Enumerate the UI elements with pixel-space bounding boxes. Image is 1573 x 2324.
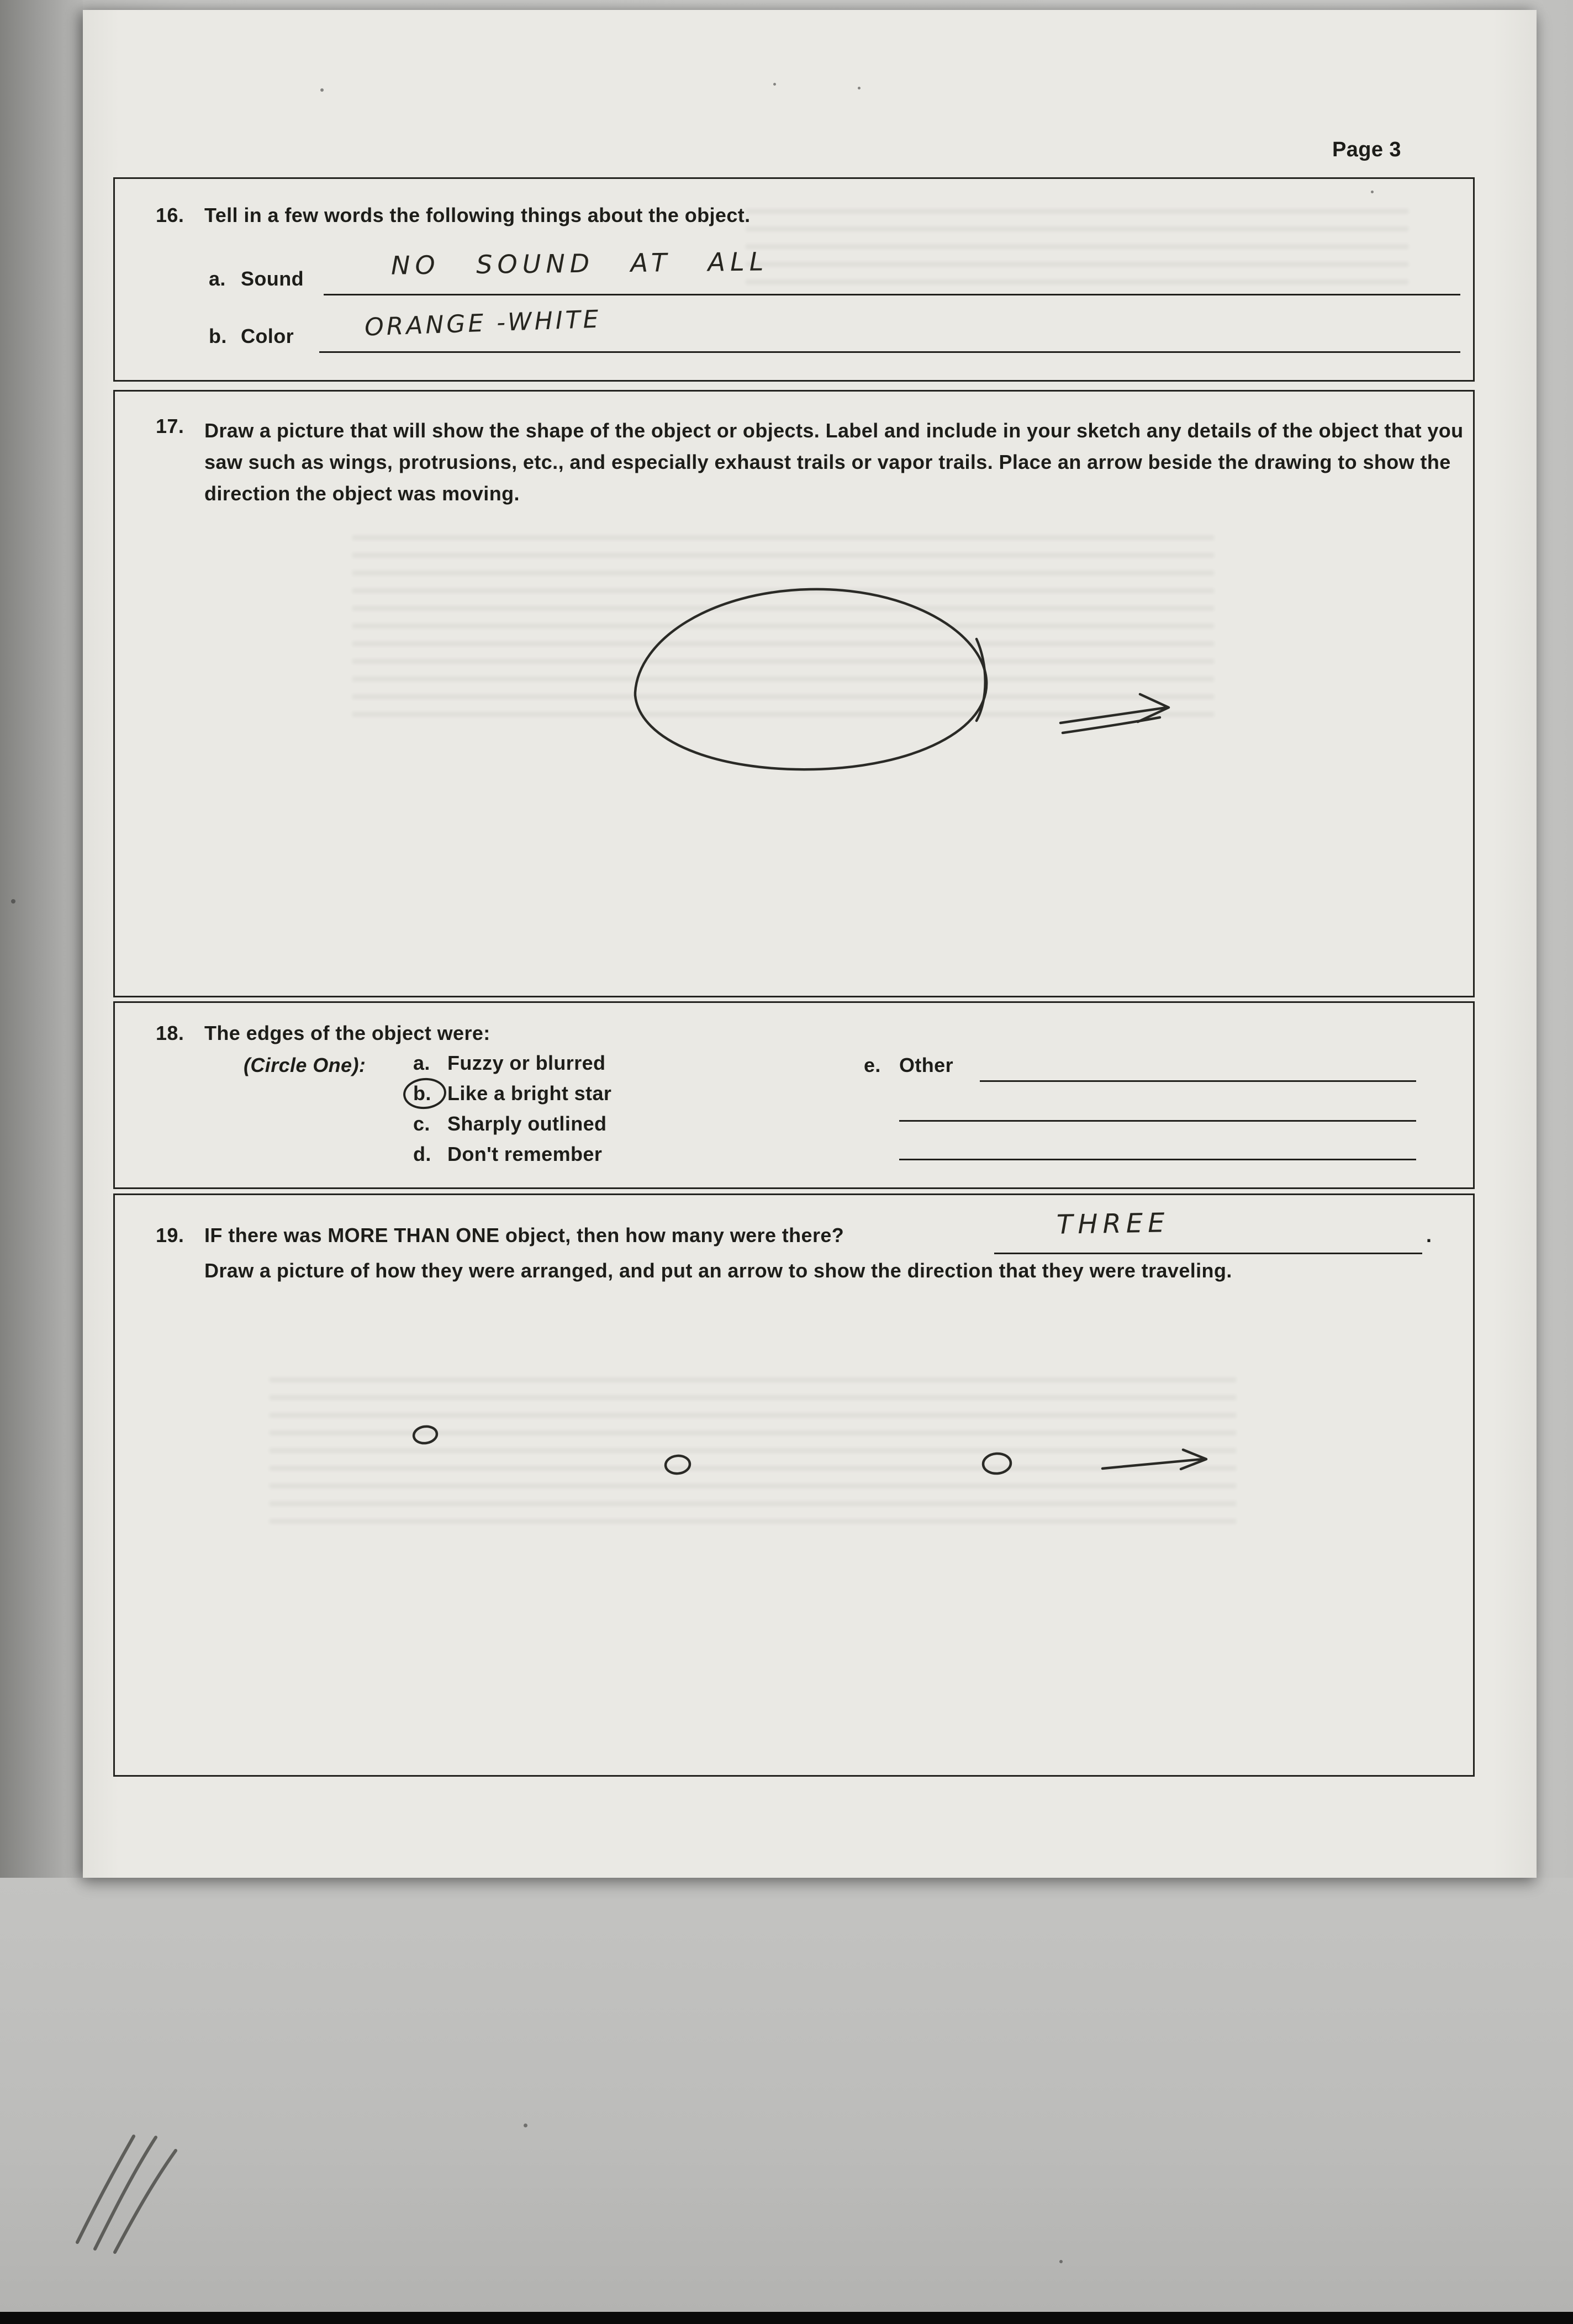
sketch-ellipse: [635, 589, 986, 769]
question-text: Tell in a few words the following things about the object.: [204, 204, 751, 226]
question-text: IF there was MORE THAN ONE object, then how many were there?: [204, 1224, 844, 1246]
scan-speck: [773, 83, 776, 86]
option-d-letter: d.: [413, 1143, 431, 1165]
scan-speck: [858, 87, 861, 89]
direction-arrow-sketch: [1060, 694, 1169, 733]
other-answer-line: [980, 1080, 1416, 1082]
question-16: [156, 204, 751, 227]
other-answer-line: [899, 1159, 1416, 1160]
option-c: [413, 1112, 611, 1143]
form-page: [83, 10, 1537, 1878]
sound-field-label: Sound: [241, 267, 304, 290]
option-d-text: Don't remember: [447, 1143, 603, 1165]
question-19-section: [113, 1193, 1475, 1777]
scan-artifact-scribble: [61, 2104, 237, 2270]
sketch-ellipse-stray-line: [976, 639, 985, 721]
option-d: [413, 1143, 611, 1173]
option-c-text: Sharply outlined: [447, 1112, 607, 1135]
color-field-label: Color: [241, 325, 294, 347]
question-text: The edges of the object were:: [204, 1022, 490, 1044]
question-18: [156, 1022, 490, 1045]
object-circle-2: [665, 1455, 691, 1475]
option-a-text: Fuzzy or blurred: [447, 1052, 606, 1074]
scan-speck: [1059, 2260, 1063, 2263]
question-19-instruction: Draw a picture of how they were arranged, and put an arrow to show the direction that they were traveling.: [204, 1259, 1232, 1282]
color-answer-handwriting: ORANGE -WHITE: [364, 305, 602, 342]
question-number: 17.: [156, 415, 184, 437]
question-16-section: [113, 177, 1475, 382]
question-17-section: [113, 390, 1475, 997]
object-circle-1: [413, 1425, 438, 1445]
other-option-label: Other: [899, 1054, 954, 1076]
sentence-period: .: [1426, 1224, 1432, 1246]
scan-edge-black-strip: [0, 2312, 1573, 2324]
count-answer-handwriting: THREE: [1056, 1207, 1170, 1240]
question-number: 18.: [156, 1022, 184, 1044]
scan-speck: [320, 88, 324, 92]
option-e-letter: e.: [864, 1054, 881, 1076]
question-18-section: [113, 1001, 1475, 1189]
sub-item-a-letter: a.: [209, 267, 226, 290]
objects-arrangement-sketch: [115, 1195, 1476, 1777]
circle-one-instruction: (Circle One):: [244, 1054, 366, 1076]
question-text: Draw a picture that will show the shape of the object or objects. Label and include in your sketch any details of the object that you saw such as wings, protrusions, etc., and especially exhaust trails or vapor trails. Place an arrow beside the drawing to show the direction the object was moving.: [204, 419, 1464, 505]
edge-options-list: [413, 1052, 611, 1173]
sound-answer-handwriting: NO SOUND AT ALL: [390, 246, 769, 281]
direction-arrow-sketch: [1102, 1450, 1206, 1469]
color-answer-line: [319, 351, 1460, 353]
question-number: 19.: [156, 1224, 184, 1246]
scan-speck: [11, 899, 15, 904]
option-b-text: Like a bright star: [447, 1082, 612, 1105]
sound-answer-line: [324, 294, 1460, 295]
option-a-letter: a.: [413, 1052, 430, 1074]
scan-speck: [524, 2124, 527, 2127]
option-b-letter: b.: [413, 1082, 431, 1105]
other-answer-line: [899, 1120, 1416, 1122]
option-a: [413, 1052, 611, 1082]
page-number: Page 3: [1332, 138, 1401, 161]
sub-item-b-letter: b.: [209, 325, 227, 347]
scan-speck: [1371, 191, 1374, 193]
object-shape-sketch: [115, 392, 1476, 999]
option-c-letter: c.: [413, 1112, 430, 1135]
object-circle-3: [983, 1452, 1011, 1474]
question-number: 16.: [156, 204, 184, 226]
